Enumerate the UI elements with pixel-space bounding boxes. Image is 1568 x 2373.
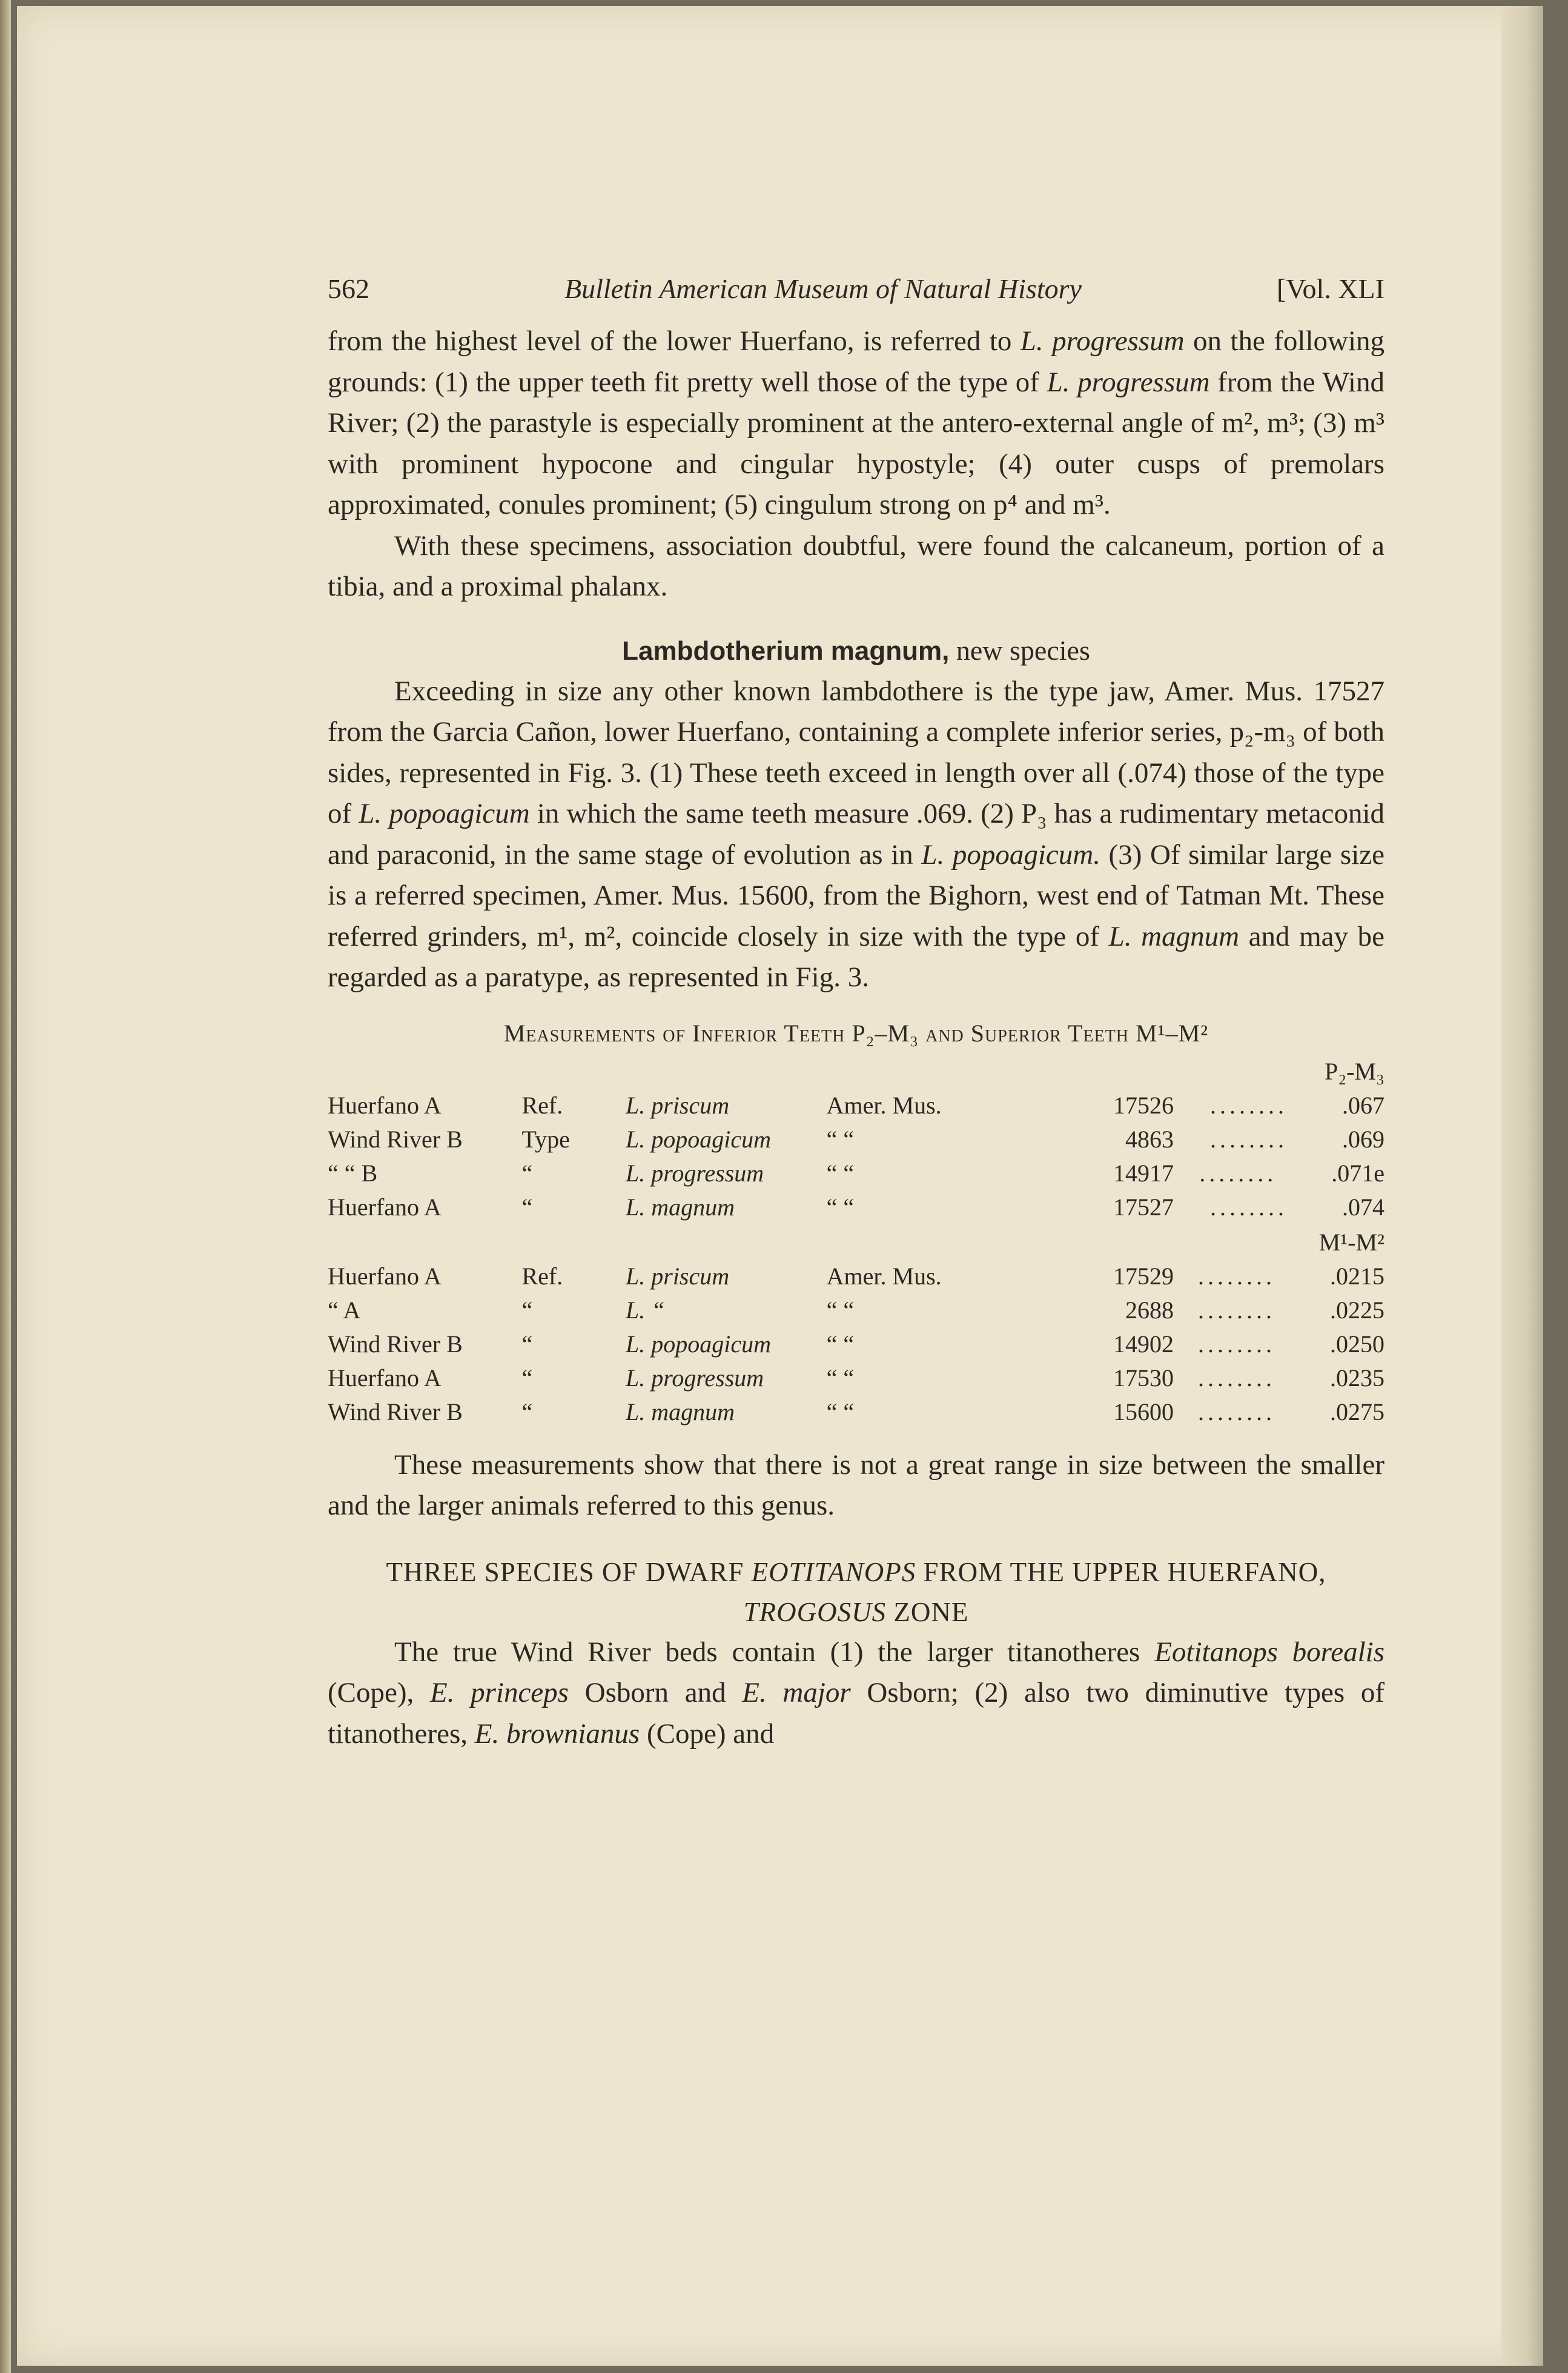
superior-header: M¹-M² <box>1318 1228 1384 1256</box>
page-number: 562 <box>328 273 369 304</box>
cell-species: L. magnum <box>626 1398 735 1425</box>
paragraph-5: The true Wind River beds contain (1) the larger titanotheres Eotitanops borealis (Cope), E. princeps Osborn and E. major Osborn; (2) also two diminutive types of titanotheres, E. brownianus (Cope) and <box>328 1636 1384 1750</box>
cell-value: .071e <box>1331 1159 1384 1187</box>
cell-number: 17527 <box>1113 1193 1174 1221</box>
section-heading: THREE SPECIES OF DWARF EOTITANOPS FROM THE UPPER HUERFANO, TROGOSUS ZONE <box>386 1556 1326 1627</box>
cell-kind: “ <box>521 1398 533 1425</box>
cell-number: 14917 <box>1113 1159 1174 1187</box>
table-row <box>328 1293 1384 1327</box>
cell-kind: “ <box>521 1193 533 1221</box>
table-row <box>328 1260 1384 1293</box>
cell-museum: Amer. Mus. <box>826 1262 942 1290</box>
cell-locality: Wind River B <box>328 1398 463 1425</box>
cell-number: 17526 <box>1113 1091 1174 1119</box>
table-caption: Measurements of Inferior Teeth P₂–M₃ and Superior Teeth M¹–M² <box>503 1019 1209 1047</box>
cell-museum: “ “ <box>826 1330 855 1358</box>
cell-museum: “ “ <box>826 1193 855 1221</box>
cell-dots: ........ <box>1210 1091 1288 1119</box>
cell-kind: “ <box>521 1364 533 1392</box>
table-row <box>328 1123 1384 1157</box>
cell-value <box>1198 1327 1384 1361</box>
cell-species: L. priscum <box>626 1262 730 1290</box>
cell-value: .0275 <box>1330 1398 1384 1425</box>
cell-value <box>1198 1089 1384 1123</box>
cell-dots: ........ <box>1198 1398 1275 1425</box>
table-row <box>328 1395 1384 1429</box>
cell-value <box>1198 1361 1384 1395</box>
table-row <box>328 1089 1384 1123</box>
cell-locality: Huerfano A <box>328 1193 442 1221</box>
running-header <box>328 273 1384 321</box>
cell-kind: Ref. <box>521 1091 563 1119</box>
cell-value: .067 <box>1342 1091 1384 1119</box>
journal-title: Bulletin American Museum of Natural History <box>564 273 1082 304</box>
paragraph-3: Exceeding in size any other known lambdothere is the type jaw, Amer. Mus. 17527 from the Garcia Cañon, lower Huerfano, containing a complete inferior series, p₂-m₃ of both sides, represented in Fig. 3. (1) These teeth exceed in length over all (.074) those of the type of L. popoagicum in which the same teeth measure .069. (2) P₃ has a rudimentary metaconid and paraconid, in the same stage of evolution as in L. popoagicum. (3) Of similar large size is a referred specimen, Amer. Mus. 15600, from the Bighorn, west end of Tatman Mt. These referred grinders, m¹, m², coincide closely in size with the type of L. magnum and may be regarded as a paratype, as represented in Fig. 3. <box>328 675 1385 993</box>
cell-museum: “ “ <box>826 1296 855 1324</box>
table-row <box>328 1190 1384 1224</box>
cell-locality: Huerfano A <box>328 1364 442 1392</box>
cell-dots: ........ <box>1210 1125 1288 1153</box>
cell-locality: “ A <box>328 1296 361 1324</box>
table-header-row <box>328 1224 1384 1260</box>
table-row <box>328 1157 1384 1190</box>
species-name: Lambdotherium magnum, <box>622 636 950 666</box>
cell-kind: “ <box>521 1330 533 1358</box>
cell-locality: Wind River B <box>328 1125 463 1153</box>
cell-dots: ........ <box>1198 1364 1275 1392</box>
cell-dots: ........ <box>1198 1330 1275 1358</box>
paragraph-2: With these specimens, association doubtful, were found the calcaneum, portion of a tibia, and a proximal phalanx. <box>328 529 1384 602</box>
inferior-header: P₂-M₃ <box>1324 1057 1384 1085</box>
cell-species: L. magnum <box>626 1193 735 1221</box>
cell-dots: ........ <box>1198 1262 1275 1290</box>
cell-species: L. progressum <box>626 1364 764 1392</box>
table-row <box>328 1327 1384 1361</box>
cell-museum: “ “ <box>826 1159 855 1187</box>
cell-locality: Huerfano A <box>328 1262 442 1290</box>
page-content <box>328 273 1384 1754</box>
cell-number: 14902 <box>1113 1330 1174 1358</box>
cell-kind: Type <box>521 1125 570 1153</box>
cell-museum: Amer. Mus. <box>826 1091 942 1119</box>
document-page <box>17 6 1543 2366</box>
cell-species: L. popoagicum <box>626 1125 771 1153</box>
cell-species: L. progressum <box>626 1159 764 1187</box>
inferior-teeth-section <box>328 1054 1384 1224</box>
cell-kind: “ <box>521 1159 533 1187</box>
cell-number: 2688 <box>1125 1296 1174 1324</box>
volume-label: [Vol. XLI <box>1276 273 1384 304</box>
paragraph-1: from the highest level of the lower Huerfano, is referred to L. progressum on the following grounds: (1) the upper teeth fit pretty well those of the type of L. progressum from the Wind River; (2) the parastyle is especially prominent at the antero-external angle of m², m³; (3) m³ with prominent hypocone and cingular hypostyle; (4) outer cusps of premolars approximated, conules prominent; (5) cingulum strong on p⁴ and m³. <box>328 325 1384 520</box>
measurements-table <box>328 1054 1384 1429</box>
superior-teeth-section <box>328 1224 1384 1429</box>
cell-value <box>1198 1293 1384 1327</box>
cell-value: .074 <box>1342 1193 1384 1221</box>
cell-number: 4863 <box>1125 1125 1174 1153</box>
cell-number: 15600 <box>1113 1398 1174 1425</box>
cell-number: 17530 <box>1113 1364 1174 1392</box>
cell-museum: “ “ <box>826 1364 855 1392</box>
cell-value <box>1198 1395 1384 1429</box>
page-edge <box>1501 6 1543 2366</box>
cell-dots: ........ <box>1210 1193 1288 1221</box>
species-title: Lambdotherium magnum, new species <box>622 634 1090 666</box>
cell-species: L. “ <box>626 1296 665 1324</box>
cell-value <box>1198 1190 1384 1224</box>
cell-dots: ........ <box>1199 1159 1277 1187</box>
cell-locality: Huerfano A <box>328 1091 442 1119</box>
table-header-row <box>328 1054 1384 1089</box>
cell-dots: ........ <box>1198 1296 1275 1324</box>
cell-museum: “ “ <box>826 1398 855 1425</box>
table-row <box>328 1361 1384 1395</box>
cell-value: .069 <box>1342 1125 1384 1153</box>
cell-value: .0235 <box>1330 1364 1384 1392</box>
cell-value <box>1198 1260 1384 1293</box>
cell-locality: Wind River B <box>328 1330 463 1358</box>
book-spine <box>0 0 11 2373</box>
cell-value: .0250 <box>1330 1330 1384 1358</box>
cell-kind: Ref. <box>521 1262 563 1290</box>
cell-species: L. popoagicum <box>626 1330 771 1358</box>
paragraph-4: These measurements show that there is not a great range in size between the smaller and the larger animals referred to this genus. <box>328 1449 1384 1521</box>
cell-museum: “ “ <box>826 1125 855 1153</box>
cell-value <box>1198 1157 1384 1190</box>
cell-value: .0215 <box>1330 1262 1384 1290</box>
cell-number: 17529 <box>1113 1262 1174 1290</box>
cell-species: L. priscum <box>626 1091 730 1119</box>
cell-value <box>1198 1123 1384 1157</box>
cell-kind: “ <box>521 1296 533 1324</box>
cell-value: .0225 <box>1330 1296 1384 1324</box>
cell-locality: “ “ B <box>328 1159 378 1187</box>
